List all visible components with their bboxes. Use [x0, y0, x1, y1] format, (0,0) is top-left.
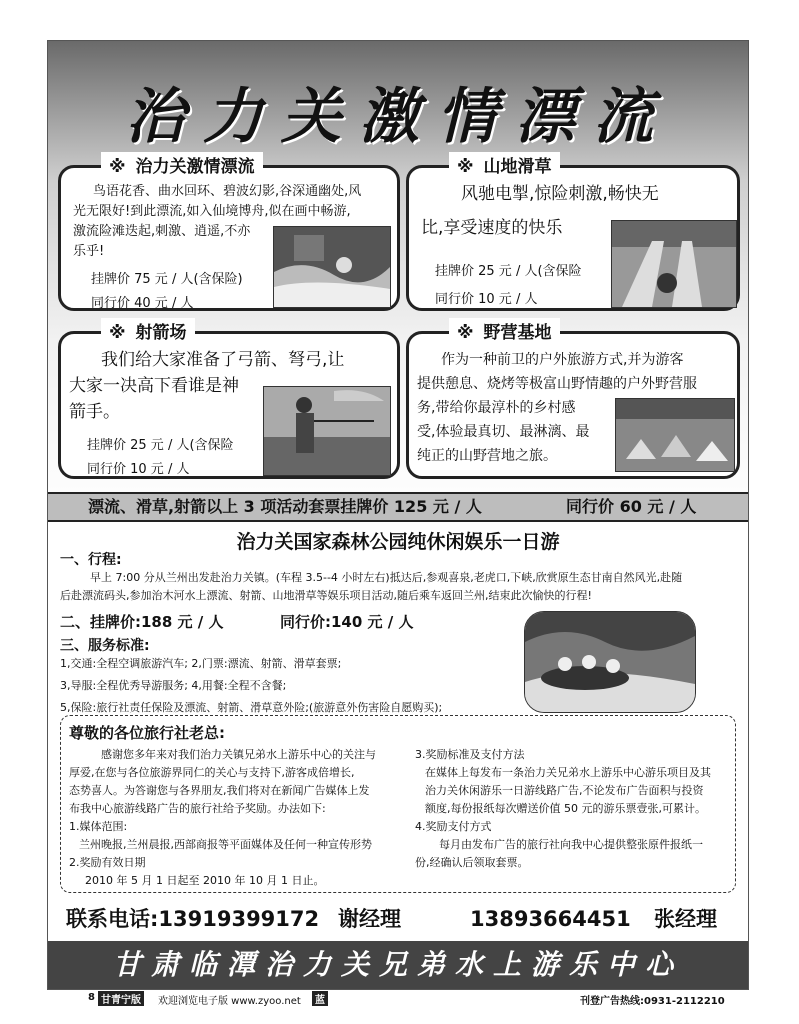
- color-mark: 蓝: [312, 991, 328, 1006]
- package-agent-price: 同行价 60 元 / 人: [566, 497, 697, 516]
- box-text-line: 光无限好!到此漂流,如入仙境博舟,似在画中畅游,: [73, 204, 351, 219]
- box-title-camp: [449, 318, 560, 343]
- notice-left-line: 态势喜人。为答谢您与各界朋友,我们将对在新闻广告媒体上发: [69, 784, 370, 797]
- edition-badge: 甘青宁版: [98, 991, 144, 1006]
- grass-sliding-photo: [611, 220, 737, 308]
- reference-mark-icon: ※: [109, 323, 126, 343]
- itinerary-line: 后赴漂流码头,参加治木河水上漂流、射箭、山地滑草等娱乐项目活动,随后乘车返回兰州,结束此次愉快的行程!: [60, 589, 592, 602]
- box-title-grass: [449, 152, 560, 177]
- box-grass-sliding: [406, 157, 740, 311]
- notice-right-line: 额度,每份报纸每次赠送价值 50 元的游乐票壹张,可累计。: [425, 802, 706, 815]
- package-price-text: 漂流、滑草,射箭以上 3 项活动套票挂牌价 125 元 / 人: [88, 497, 482, 516]
- ad-hotline: 刊登广告热线:0931-2112210: [580, 996, 725, 1007]
- service-line: 5,保险:旅行社责任保险及漂流、射箭、滑草意外险;(旅游意外伤害险自愿购买);: [60, 701, 443, 714]
- agent-price-label: 同行价:140 元 / 人: [280, 613, 414, 631]
- notice-title: 尊敬的各位旅行社老总:: [69, 724, 225, 742]
- box-text-line: 比,享受速度的快乐: [421, 218, 563, 238]
- box-title-archery: [101, 318, 195, 343]
- box-text-line: 激流险滩迭起,刺激、逍遥,不亦: [73, 224, 251, 239]
- agent-price: 同行价 10 元 / 人: [435, 292, 538, 307]
- contact-name-2: 张经理: [654, 907, 717, 931]
- list-price: 挂牌价 25 元 / 人(含保险: [435, 264, 582, 279]
- contact-line: [48, 899, 748, 939]
- notice-right-line: 治力关休闲游乐一日游线路广告,不论发布广告面积与投资: [425, 784, 704, 797]
- notice-left-line: 1.媒体范围:: [69, 820, 128, 833]
- box-text-line: 受,体验最真切、最淋漓、最: [417, 424, 590, 440]
- notice-left-line: 2.奖励有效日期: [69, 856, 146, 869]
- agent-price: 同行价 10 元 / 人: [87, 462, 190, 477]
- box-text-line: 提供憩息、烧烤等极富山野情趣的户外野营服: [417, 376, 697, 392]
- box-rafting: [58, 157, 400, 311]
- notice-right-line: 4.奖励支付方式: [415, 820, 492, 833]
- notice-right-line: 3.奖励标准及支付方法: [415, 748, 525, 761]
- camp-photo: [615, 398, 735, 472]
- box-title-text: 野营基地: [483, 323, 552, 343]
- package-price-bar: [48, 492, 748, 522]
- list-price-label: 二、挂牌价:188 元 / 人: [60, 613, 224, 631]
- contact-phone-2: 13893664451: [470, 907, 631, 931]
- notice-left-line: 厚爱,在您与各位旅游界同仁的关心与支持下,游客成倍增长,: [69, 766, 355, 779]
- service-label: 三、服务标准:: [60, 638, 150, 654]
- notice-box: [60, 715, 736, 893]
- box-title-text: 山地滑草: [483, 157, 552, 177]
- list-price: 挂牌价 75 元 / 人(含保险): [91, 272, 243, 287]
- rafting-photo: [273, 226, 391, 308]
- notice-left-line: 兰州晚报,兰州晨报,西部商报等平面媒体及任何一种宣传形势: [79, 838, 372, 851]
- list-price: 挂牌价 25 元 / 人(含保险: [87, 438, 234, 453]
- notice-left-line: 感谢您多年来对我们治力关镇兄弟水上游乐中心的关注与: [101, 748, 376, 761]
- box-archery: [58, 323, 400, 479]
- box-camp: [406, 323, 740, 479]
- notice-right-line: 每月由发布广告的旅行社向我中心提供整张原件报纸一: [439, 838, 703, 851]
- notice-right-line: 在媒体上每发布一条治力关兄弟水上游乐中心游乐项目及其: [425, 766, 711, 779]
- service-line: 1,交通:全程空调旅游汽车; 2,门票:漂流、射箭、滑草套票;: [60, 657, 342, 670]
- reference-mark-icon: ※: [109, 157, 126, 177]
- agent-price: 同行价 40 元 / 人: [91, 296, 194, 311]
- banner: [48, 41, 748, 161]
- box-text-line: 箭手。: [69, 402, 120, 422]
- box-text-line: 纯正的山野营地之旅。: [417, 448, 557, 464]
- contact-phone-1: 联系电话:13919399172: [66, 907, 320, 931]
- notice-left-line: 2010 年 5 月 1 日起至 2010 年 10 月 1 日止。: [85, 874, 325, 887]
- website-text: 欢迎浏览电子版 www.zyoo.net: [158, 996, 301, 1007]
- box-title-text: 射箭场: [135, 323, 187, 343]
- notice-right-line: 份,经确认后领取套票。: [415, 856, 529, 869]
- box-text-line: 我们给大家准备了弓箭、弩弓,让: [101, 350, 345, 370]
- service-line: 3,导服:全程优秀导游服务; 4,用餐:全程不含餐;: [60, 679, 287, 692]
- tour-title: 治力关国家森林公园纯休闲娱乐一日游: [236, 531, 560, 553]
- box-text-line: 风驰电掣,惊险刺激,畅快无: [461, 184, 659, 204]
- box-title-text: 治力关激情漂流: [135, 157, 255, 177]
- box-text-line: 务,带给你最淳朴的乡村感: [417, 400, 576, 416]
- reference-mark-icon: ※: [457, 323, 474, 343]
- box-text-line: 作为一种前卫的户外旅游方式,并为游客: [441, 352, 684, 368]
- itinerary-label: 一、行程:: [60, 552, 122, 568]
- rafting-group-photo: [524, 611, 696, 713]
- box-text-line: 大家一决高下看谁是神: [69, 376, 239, 396]
- archery-photo: [263, 386, 391, 476]
- box-text-line: 鸟语花香、曲水回环、碧波幻影,谷深通幽处,风: [93, 184, 362, 199]
- footer-band: 甘肃临潭治力关兄弟水上游乐中心: [48, 941, 748, 989]
- box-text-line: 乐乎!: [73, 244, 105, 259]
- page-number: 8: [88, 992, 95, 1003]
- notice-left-line: 布我中心旅游线路广告的旅行社给予奖励。办法如下:: [69, 802, 326, 815]
- advertisement-page: [47, 40, 749, 990]
- box-title-rafting: [101, 152, 263, 177]
- banner-title: 治力关激情漂流: [125, 82, 671, 152]
- itinerary-line: 早上 7:00 分从兰州出发赴治力关镇。(车程 3.5--4 小时左右)抵达后,参观喜泉,老虎口,下峡,欣赏原生态甘南自然风光,赴随: [90, 571, 683, 584]
- reference-mark-icon: ※: [457, 157, 474, 177]
- contact-name-1: 谢经理: [338, 907, 401, 931]
